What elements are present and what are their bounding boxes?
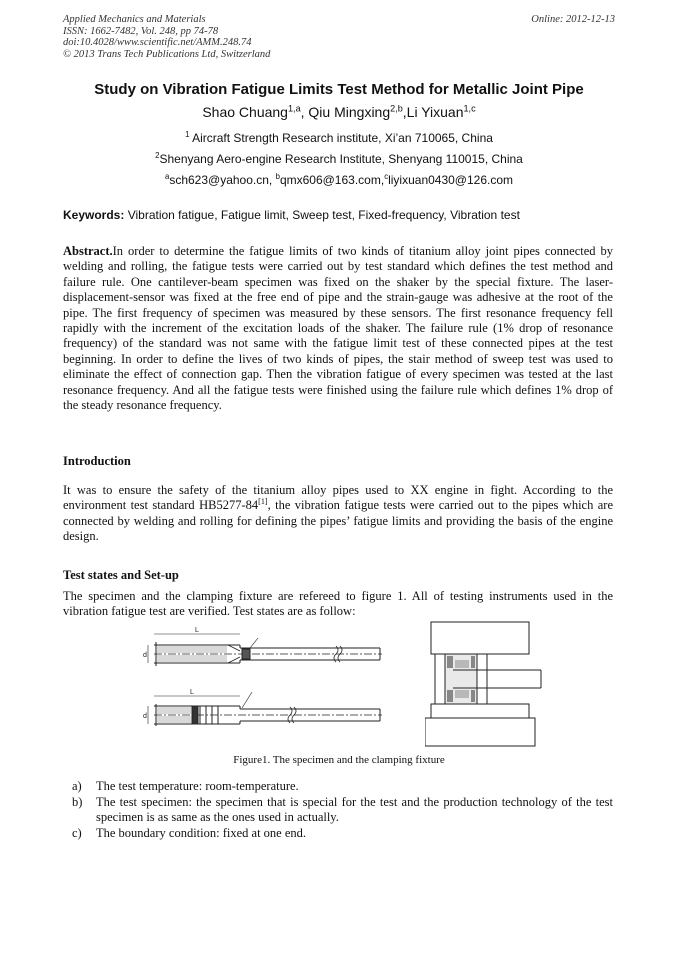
list-item xyxy=(72,779,613,794)
author-name: Shao Chuang xyxy=(202,104,288,120)
affiliation-1 xyxy=(0,131,678,145)
intro-text: , the vibration fatigue tests were carried out to the pipes which are connected by welding and rolling for defining the pipes’ fatigue limits and providing the basis of the engine design. xyxy=(63,498,613,544)
intro-text: It was to ensure the safety of the titanium alloy pipes used to XX engine in fight. According to the environment test standard HB5277-84 xyxy=(63,483,613,513)
affiliation-sup: 2 xyxy=(155,151,160,160)
journal-name: Applied Mechanics and Materials xyxy=(63,14,206,25)
section-heading-introduction: Introduction xyxy=(63,454,131,468)
email-link[interactable]: qmx606@163.com xyxy=(279,173,381,187)
author-name: Qiu Mingxing xyxy=(308,104,391,120)
dimension-label-L: L xyxy=(195,627,199,634)
list-item xyxy=(72,826,613,841)
keywords-text: Vibration fatigue, Fatigue limit, Sweep test, Fixed-frequency, Vibration test xyxy=(127,208,520,222)
email-sup: a xyxy=(164,172,170,181)
email-sup: c xyxy=(384,172,389,181)
email-list: $^a$sch623@yahoo.cn, $^b$qmx606@163.com,$^c$liyixuan0430@126.com xyxy=(164,172,514,187)
list-text: The boundary condition: fixed at one end. xyxy=(96,826,307,840)
copyright: © 2013 Trans Tech Publications Ltd, Switzerland xyxy=(63,48,271,60)
figure-caption: Figure1. The specimen and the clamping fixture xyxy=(233,754,445,766)
abstract-text: In order to determine the fatigue limits of two kinds of titanium alloy joint pipes connected by welding and rolling, the fatigue tests were carried out by test standard which defines the test method and failure rule. One cantilever-beam specimen was fixed on the shaker by the special fixture. The laser-displacement-sensor was fixed at the free end of pipe and the strain-gauge was adhesive at the root of the pipe. The first frequency of specimen was measured by these sensors. The first resonance frequency fell rapidly with the increment of the excitation loads of the shaker. The failure rule (1% drop of resonance frequency) of the standard was not same with the fatigue limit test of these connected pipes at the test beginning. In order to define the lives of two kinds of pipes, the stair method of sweep test was used to eliminate the effect of connection gap. Then the vibration fatigue of every specimen was tested at the last resonance frequency. And all the fatigue tests were finished using the failure rule which defines 1% drop of the steady resonance frequency. xyxy=(63,244,613,413)
clamping-fixture-drawing xyxy=(425,620,545,748)
affiliation-text: Aircraft Strength Research institute, Xi’an 710065, China xyxy=(192,131,493,145)
paper-title: Study on Vibration Fatigue Limits Test Method for Metallic Joint Pipe xyxy=(94,81,584,98)
introduction-paragraph xyxy=(63,483,613,545)
list-marker: b) xyxy=(72,795,83,809)
specimen-drawing xyxy=(140,624,390,750)
list-marker: a) xyxy=(72,779,82,793)
list-item xyxy=(72,795,613,826)
affiliation-sup: 1 xyxy=(185,130,190,139)
list-marker: c) xyxy=(72,826,82,840)
email-sup: b xyxy=(275,172,280,181)
section-heading-setup: Test states and Set-up xyxy=(63,568,179,582)
affiliation-2 xyxy=(0,152,678,166)
author-sup: 1,a xyxy=(287,103,301,114)
list-text: The test temperature: room-temperature. xyxy=(96,779,299,793)
doi: doi:10.4028/www.scientific.net/AMM.248.74 xyxy=(63,37,252,48)
setup-paragraph: The specimen and the clamping fixture are refereed to figure 1. All of testing instruments used in the vibration fatigue test are verified. Test states are as follow: xyxy=(63,589,613,619)
keywords xyxy=(63,208,520,222)
email-link[interactable]: liyixuan0430@126.com xyxy=(388,173,514,187)
page-header xyxy=(63,14,615,60)
dimension-label-d: d xyxy=(143,652,147,659)
author-list: Shao Chuang$^{1,a}$, Qiu Mingxing$^{2,b}$,Li Yixuan$^{1,c}$ xyxy=(202,103,476,120)
issn: ISSN: 1662-7482, Vol. 248, pp 74-78 xyxy=(63,25,219,37)
email-link[interactable]: sch623@yahoo.cn xyxy=(169,173,269,187)
author-sup: 1,c xyxy=(463,103,476,114)
abstract-label: Abstract. xyxy=(63,244,113,258)
keywords-label: Keywords: xyxy=(63,208,125,222)
online-date: Online: 2012-12-13 xyxy=(531,14,615,25)
author-sup: 2,b xyxy=(390,103,403,114)
affiliation-text: Shenyang Aero-engine Research Institute, Shenyang 110015, China xyxy=(159,152,523,166)
dimension-label-L: L xyxy=(190,689,194,696)
dimension-label-d: d xyxy=(143,713,147,720)
author-name: Li Yixuan xyxy=(406,104,464,120)
citation-link[interactable]: [1] xyxy=(258,497,268,507)
list-text: The test specimen: the specimen that is special for the test and the production technology of the test specimen is as same as the ones used in actually. xyxy=(96,795,613,825)
abstract xyxy=(63,244,613,413)
